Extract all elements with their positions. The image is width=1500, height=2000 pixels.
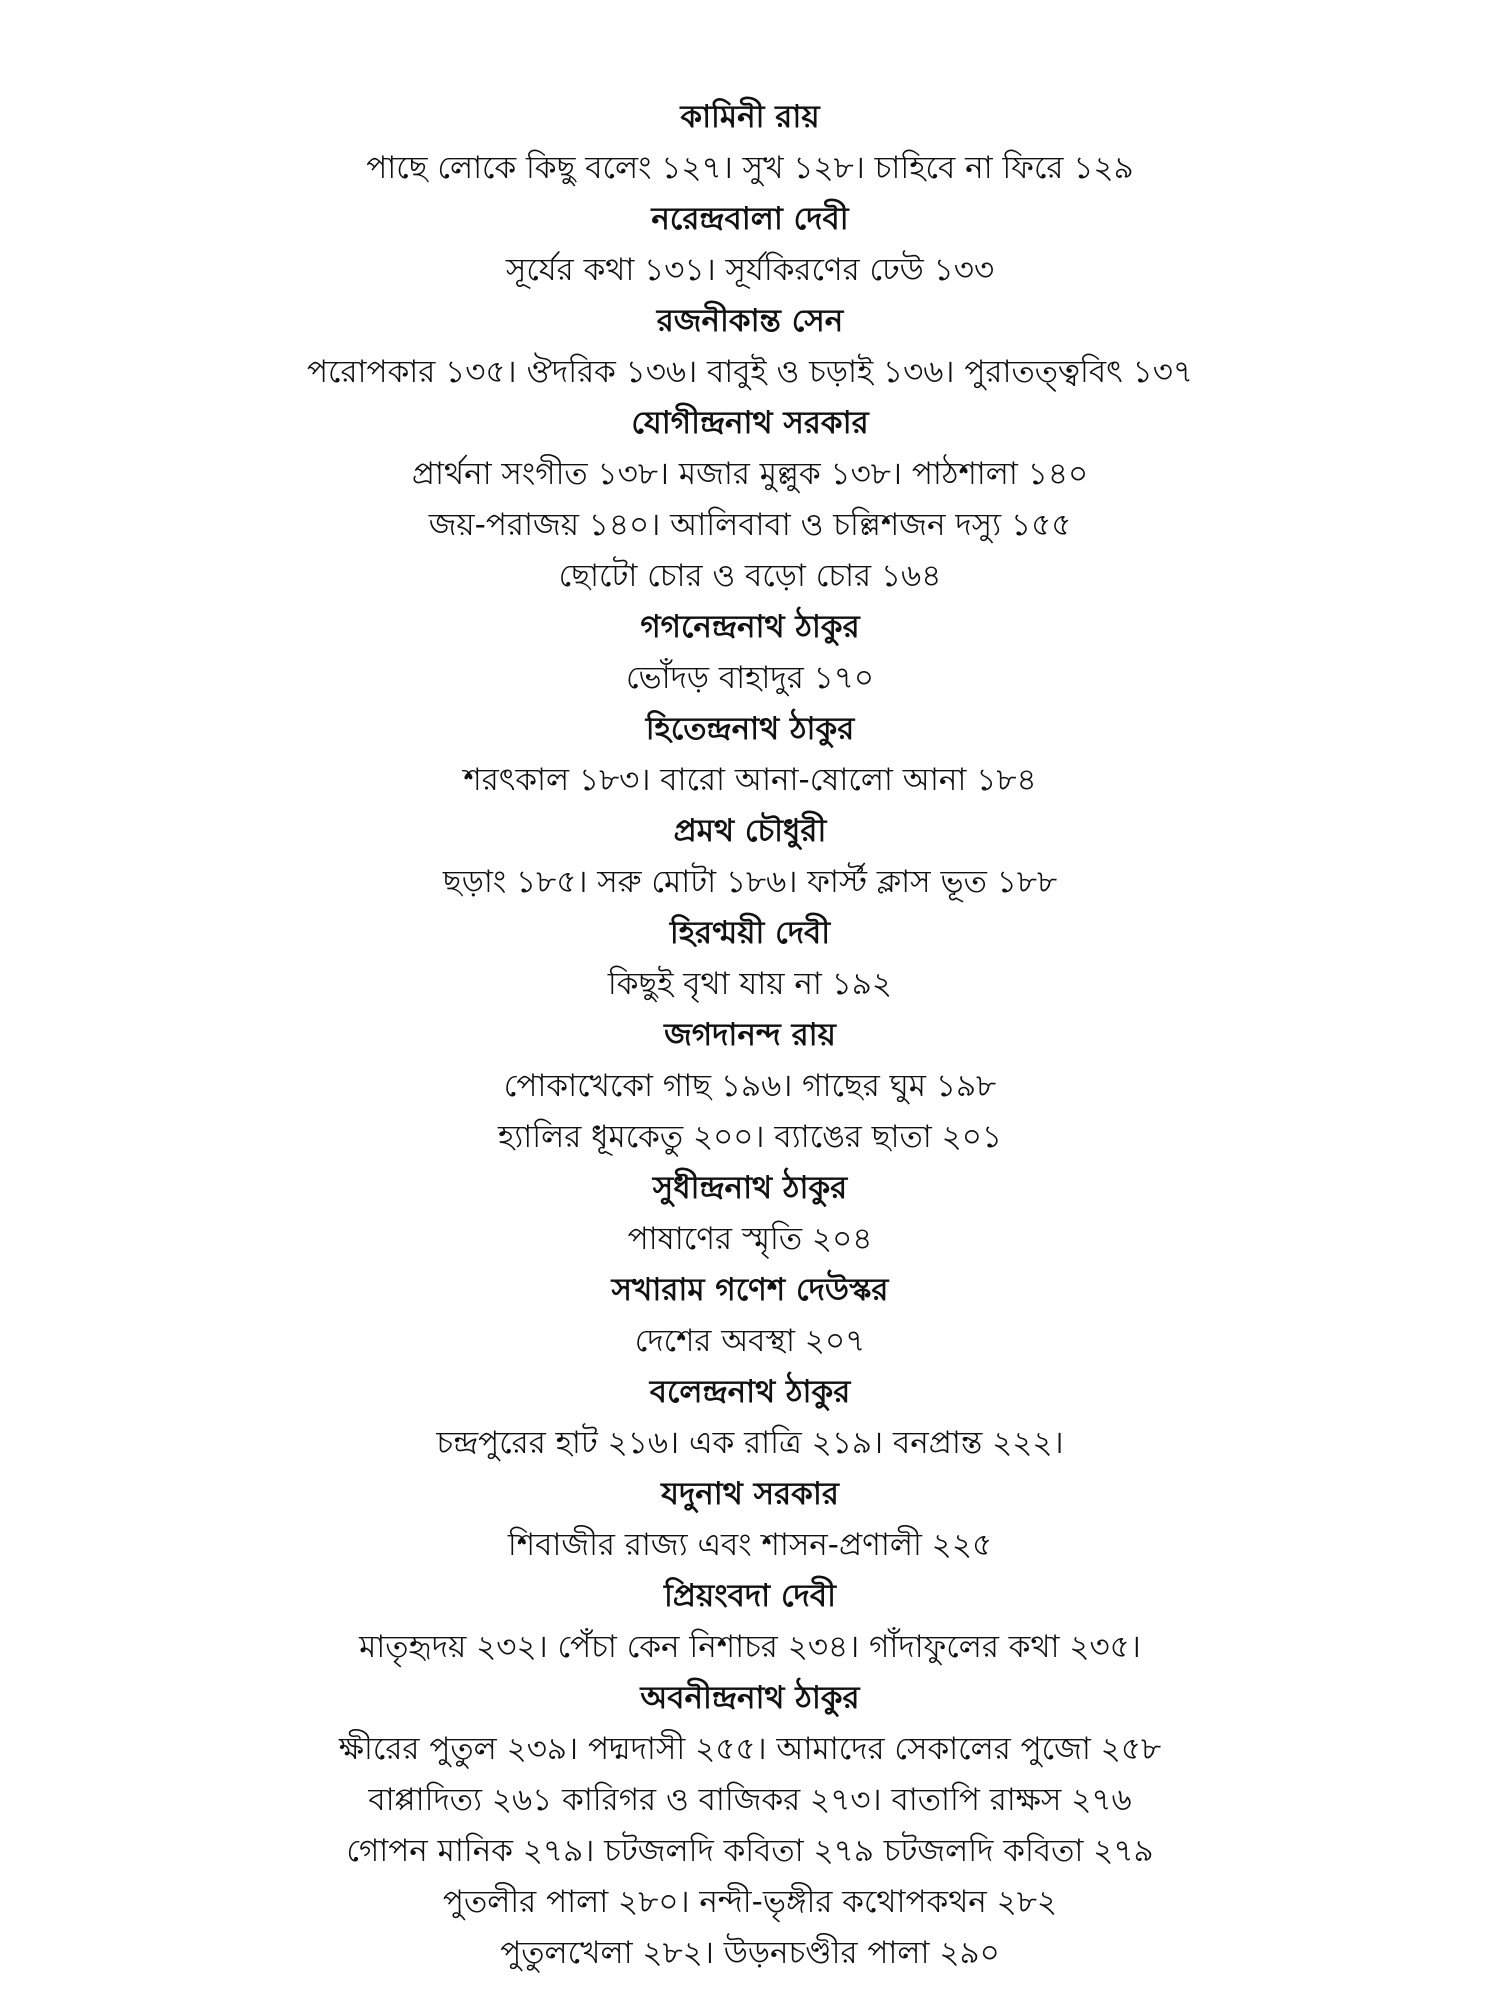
works-line: শরৎকাল ১৮৩। বারো আনা-ষোলো আনা ১৮৪ xyxy=(463,762,1037,798)
works-line: ক্ষীরের পুতুল ২৩৯। পদ্মদাসী ২৫৫। আমাদের সেকালের পুজো ২৫৮ xyxy=(338,1731,1162,1767)
works-line: প্রার্থনা সংগীত ১৩৮। মজার মুল্লুক ১৩৮। পাঠশালা ১৪০ xyxy=(411,456,1089,492)
author-name: প্রিয়ংবদা দেবী xyxy=(664,1578,836,1614)
works-line: মাতৃহৃদয় ২৩২। পেঁচা কেন নিশাচর ২৩৪। গাঁদাফুলের কথা ২৩৫। xyxy=(359,1629,1141,1665)
author-name: যোগীন্দ্রনাথ সরকার xyxy=(631,405,869,441)
works-line: জয়-পরাজয় ১৪০। আলিবাবা ও চল্লিশজন দস্যু ১৫৫ xyxy=(428,507,1072,543)
section-sudhindranath-thakur xyxy=(0,1163,1500,1265)
author-name: অবনীন্দ্রনাথ ঠাকুর xyxy=(640,1680,860,1716)
works-line: পুতুলখেলা ২৮২। উড়নচণ্ডীর পালা ২৯০ xyxy=(500,1935,1000,1971)
works-line: পাছে লোকে কিছু বলেং ১২৭। সুখ ১২৮। চাহিবে না ফিরে ১২৯ xyxy=(366,150,1134,186)
section-gaganendranath-thakur xyxy=(0,602,1500,704)
author-name: জগদানন্দ রায় xyxy=(664,1017,836,1053)
section-rajanikanta-sen xyxy=(0,296,1500,398)
works-line: কিছুই বৃথা যায় না ১৯২ xyxy=(607,966,893,1002)
works-line: দেশের অবস্থা ২০৭ xyxy=(634,1323,866,1359)
works-line: শিবাজীর রাজ্য এবং শাসন-প্রণালী ২২৫ xyxy=(507,1527,993,1563)
section-jadunath-sarkar xyxy=(0,1469,1500,1571)
author-name: বলেন্দ্রনাথ ঠাকুর xyxy=(649,1374,851,1410)
section-jagadananda-ray xyxy=(0,1010,1500,1163)
author-name: গগনেন্দ্রনাথ ঠাকুর xyxy=(640,609,860,645)
author-name: রজনীকান্ত সেন xyxy=(656,303,844,339)
section-hitendranath-thakur xyxy=(0,704,1500,806)
works-line: গোপন মানিক ২৭৯। চটজলদি কবিতা ২৭৯ চটজলদি কবিতা ২৭৯ xyxy=(346,1833,1154,1869)
author-name: নরেন্দ্রবালা দেবী xyxy=(651,201,849,237)
works-line: সূর্যের কথা ১৩১। সূর্যকিরণের ঢেউ ১৩৩ xyxy=(505,252,995,288)
author-name: সখারাম গণেশ দেউস্কর xyxy=(611,1272,889,1308)
section-pramatha-chaudhuri xyxy=(0,806,1500,908)
works-line: ছোটো চোর ও বড়ো চোর ১৬৪ xyxy=(558,558,942,594)
section-balendranath-thakur xyxy=(0,1367,1500,1469)
section-abanindranath-thakur xyxy=(0,1673,1500,1979)
works-line: চন্দ্রপুরের হাট ২১৬। এক রাত্রি ২১৯। বনপ্রান্ত ২২২। xyxy=(436,1425,1064,1461)
author-name: কামিনী রায় xyxy=(680,99,820,135)
contents-page xyxy=(0,92,1500,1979)
works-line: বাপ্পাদিত্য ২৬১ কারিগর ও বাজিকর ২৭৩। বাতাপি রাক্ষস ২৭৬ xyxy=(368,1782,1132,1818)
author-name: সুধীন্দ্রনাথ ঠাকুর xyxy=(652,1170,848,1206)
section-jogindranath-sarkar xyxy=(0,398,1500,602)
works-line: হ্যালির ধূমকেতু ২০০। ব্যাঙের ছাতা ২০১ xyxy=(497,1119,1003,1155)
section-sakharam-ganesh-deuskar xyxy=(0,1265,1500,1367)
author-name: প্রমথ চৌধুরী xyxy=(673,813,827,849)
works-line: পরোপকার ১৩৫। ঔদরিক ১৩৬। বাবুই ও চড়াই ১৩৬। পুরাতত্ত্ববিৎ ১৩৭ xyxy=(306,354,1194,390)
works-line: ছড়াং ১৮৫। সরু মোটা ১৮৬। ফার্স্ট ক্লাস ভূত ১৮৮ xyxy=(442,864,1058,900)
author-name: যদুনাথ সরকার xyxy=(661,1476,839,1512)
works-line: পুতলীর পালা ২৮০। নন্দী-ভৃঙ্গীর কথোপকথন ২৮২ xyxy=(442,1884,1058,1920)
works-line: ভোঁদড় বাহাদুর ১৭০ xyxy=(625,660,875,696)
author-name: হিতেন্দ্রনাথ ঠাকুর xyxy=(645,711,855,747)
works-line: পাষাণের স্মৃতি ২০৪ xyxy=(627,1221,873,1257)
section-kamini-ray xyxy=(0,92,1500,194)
author-name: হিরণ্ময়ী দেবী xyxy=(669,915,831,951)
section-hiranmayi-debi xyxy=(0,908,1500,1010)
section-narendrabala-debi xyxy=(0,194,1500,296)
section-priyambada-debi xyxy=(0,1571,1500,1673)
works-line: পোকাখেকো গাছ ১৯৬। গাছের ঘুম ১৯৮ xyxy=(503,1068,997,1104)
